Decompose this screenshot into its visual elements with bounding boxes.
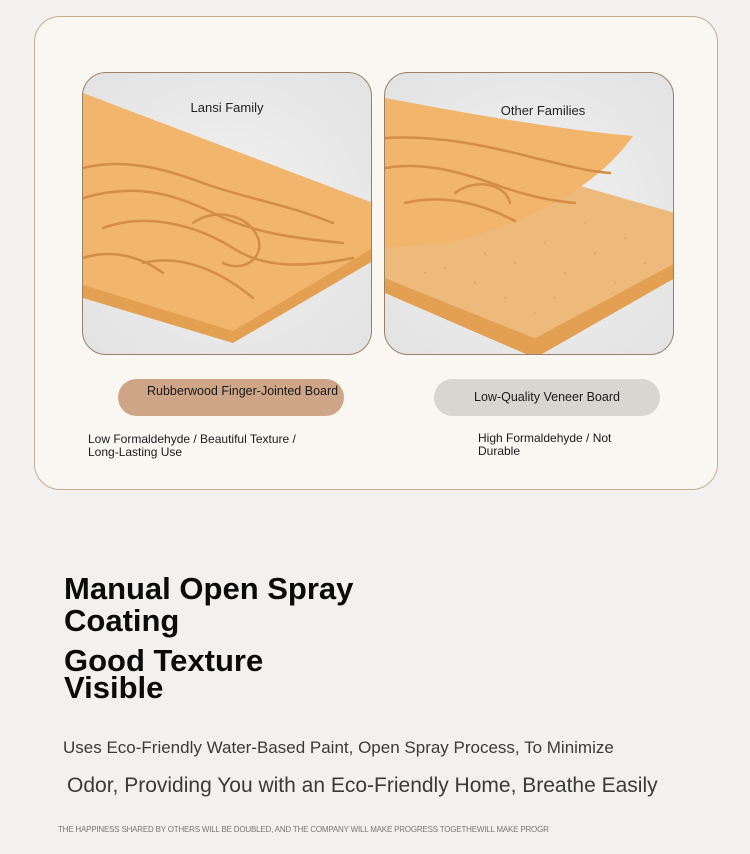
veneer-panel — [384, 72, 674, 355]
headline-spray-coating: Manual Open Spray Coating — [64, 571, 354, 638]
panel-label: Lansi Family — [190, 100, 264, 115]
footer-slogan: THE HAPPINESS SHARED BY OTHERS WILL BE DOUBLED, AND THE COMPANY WILL MAKE PROGRESS TOGETHEWILL MAKE PROGR — [58, 825, 549, 834]
veneer-description: High Formaldehyde / Not Durable — [478, 431, 612, 458]
rubberwood-badge: Rubberwood Finger-Jointed Board — [118, 379, 344, 416]
body-text-line-1: Uses Eco-Friendly Water-Based Paint, Open Spray Process, To Minimize — [63, 738, 614, 757]
body-text-line-2: Odor, Providing You with an Eco-Friendly Home, Breathe Easily — [67, 774, 658, 797]
veneer-badge: Low-Quality Veneer Board — [434, 379, 660, 416]
headline-texture: Good Texture Visible — [64, 643, 264, 705]
solid-wood-board-illustration — [83, 73, 372, 355]
solid-wood-panel — [82, 72, 372, 355]
panel-label: Other Families — [500, 103, 586, 118]
rubberwood-description: Low Formaldehyde / Beautiful Texture / Long-Lasting Use — [88, 432, 296, 459]
